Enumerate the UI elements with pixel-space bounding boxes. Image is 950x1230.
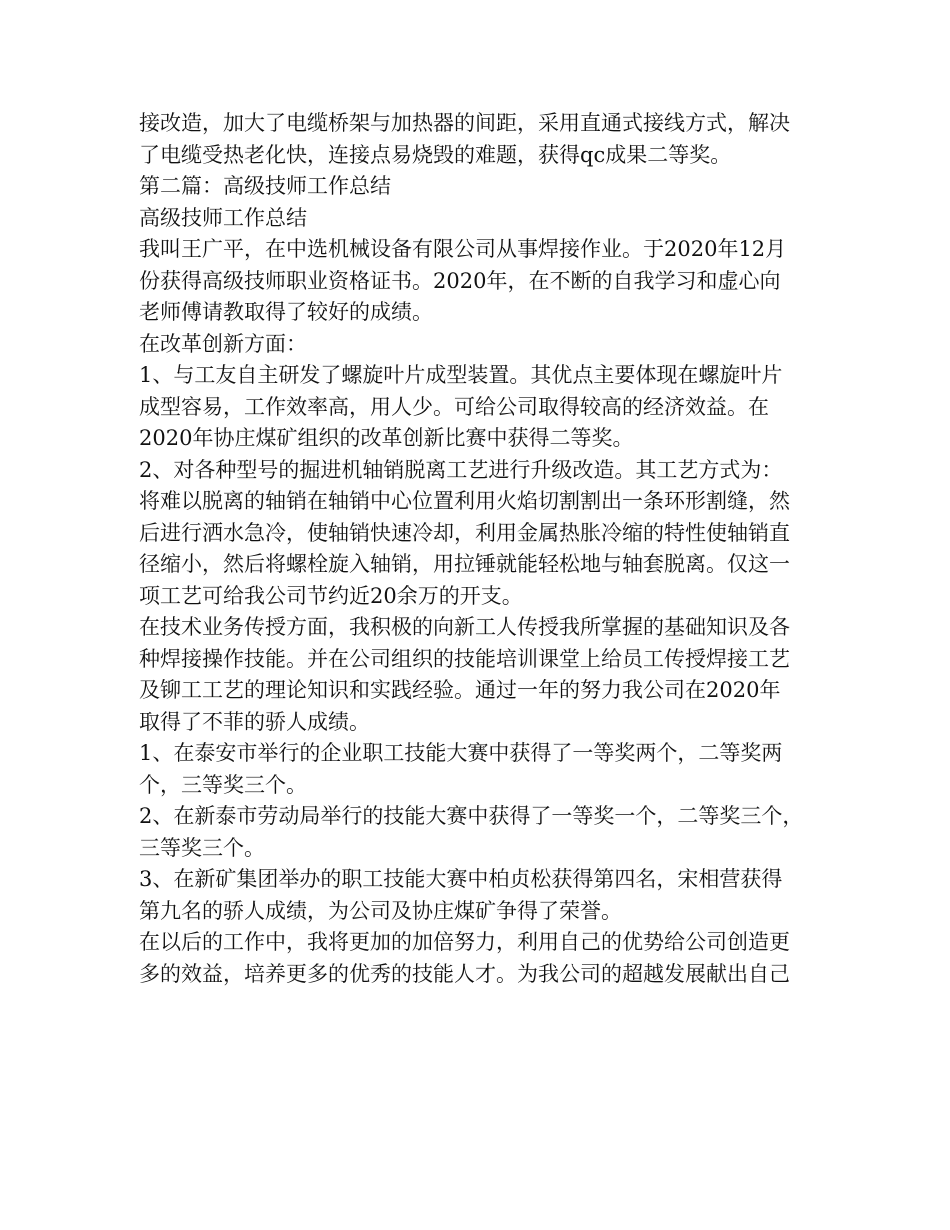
text-line: 多的效益，培养更多的优秀的技能人才。为我公司的超越发展献出自己 [139, 961, 790, 986]
text-line: 1、与工友自主研发了螺旋叶片成型装置。其优点主要体现在螺旋叶片 [139, 363, 783, 387]
text-line: 及铆工工艺的理论知识和实践经验。通过一年的努力我公司在2020年 [139, 678, 781, 702]
text-line: 了电缆受热老化快，连接点易烧毁的难题，获得qc成果二等奖。 [139, 142, 732, 167]
document-title: 高级技师工作总结 [139, 205, 307, 230]
text-line: 在技术业务传授方面，我积极的向新工人传授我所掌握的基础知识及各 [139, 615, 790, 639]
text-line: 第九名的骄人成绩，为公司及协庄煤矿争得了荣誉。 [139, 898, 622, 923]
text-line: 接改造，加大了电缆桥架与加热器的间距，采用直通式接线方式，解决 [139, 111, 790, 135]
text-line: 个，三等奖三个。 [139, 772, 307, 797]
text-line: 在以后的工作中，我将更加的加倍努力，利用自己的优势给公司创造更 [139, 930, 790, 954]
text-line: 将难以脱离的轴销在轴销中心位置利用火焰切割割出一条环形割缝，然 [139, 489, 790, 513]
text-line: 径缩小，然后将螺栓旋入轴销，用拉锤就能轻松地与轴套脱离。仅这一 [139, 552, 790, 576]
text-line: 我叫王广平，在中选机械设备有限公司从事焊接作业。于2020年12月 [139, 237, 787, 261]
document-body [139, 108, 829, 990]
text-line: 2、在新泰市劳动局举行的技能大赛中获得了一等奖一个，二等奖三个， [139, 804, 804, 828]
subsection-heading: 在改革创新方面： [139, 331, 307, 356]
section-heading: 第二篇：高级技师工作总结 [139, 174, 391, 198]
text-line: 3、在新矿集团举办的职工技能大赛中柏贞松获得第四名，宋相营获得 [139, 867, 783, 891]
text-line: 种焊接操作技能。并在公司组织的技能培训课堂上给员工传授焊接工艺 [139, 646, 790, 671]
text-line: 2020年协庄煤矿组织的改革创新比赛中获得二等奖。 [139, 426, 634, 450]
text-line: 成型容易，工作效率高，用人少。可给公司取得较高的经济效益。在 [139, 394, 769, 419]
text-line: 三等奖三个。 [139, 835, 265, 860]
text-line: 后进行洒水急冷，使轴销快速冷却，利用金属热胀冷缩的特性使轴销直 [139, 520, 790, 545]
text-line: 1、在泰安市举行的企业职工技能大赛中获得了一等奖两个，二等奖两 [139, 741, 783, 765]
text-line: 2、对各种型号的掘进机轴销脱离工艺进行升级改造。其工艺方式为： [139, 457, 783, 482]
text-line: 项工艺可给我公司节约近20余万的开支。 [139, 583, 523, 608]
text-line: 取得了不菲的骄人成绩。 [139, 709, 370, 734]
text-line: 份获得高级技师职业资格证书。2020年，在不断的自我学习和虚心向 [139, 268, 781, 293]
text-line: 老师傅请教取得了较好的成绩。 [139, 300, 433, 324]
